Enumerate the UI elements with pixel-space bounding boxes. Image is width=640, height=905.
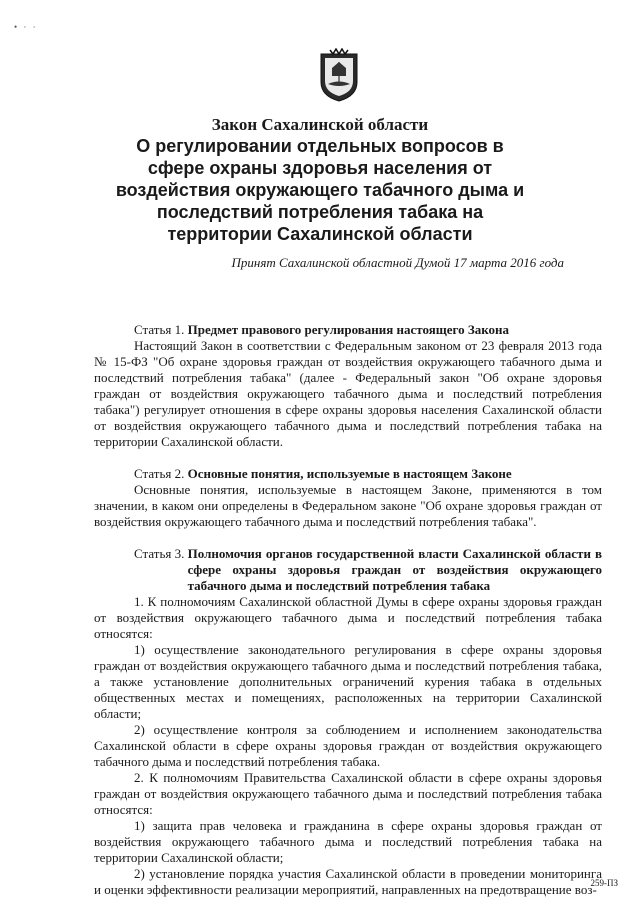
article-2-heading — [94, 466, 602, 482]
article-3-paragraph-2: 2. К полномочиям Правительства Сахалинской области в сфере охраны здоровья граждан от воздействия окружающего табачного дыма и последствий потребления табака относятся: — [94, 770, 602, 817]
law-title: О регулировании отдельных вопросов в сфере охраны здоровья населения от воздействия окружающего табачного дыма и последствий потребления табака на территории Сахалинской области — [115, 136, 525, 244]
article-3-title: Полномочия органов государственной власти Сахалинской области в сфере охраны здоровья граждан от воздействия окружающего табачного дыма и последствий потребления табака — [187, 546, 602, 593]
article-3-paragraph-1: 1. К полномочиям Сахалинской областной Думы в сфере охраны здоровья граждан от воздействия окружающего табачного дыма и последствий потребления табака относятся: — [94, 594, 602, 641]
article-1-heading — [94, 322, 602, 338]
adoption-date: Принят Сахалинской областной Думой 17 марта 2016 года — [231, 255, 564, 270]
article-2-text: Основные понятия, используемые в настоящем Законе, применяются в том значении, в каком они определены в Федеральном законе "Об охране здоровья граждан от воздействия окружающего табачного дыма и последствий потребления табака". — [94, 482, 602, 529]
article-3-item-1-1: 1) осуществление законодательного регулирования в сфере охраны здоровья граждан от воздействия окружающего табачного дыма и последствий потребления табака, а также установление дополнительных ограничений курения табака в отдельных общественных местах и помещениях, расположенных на территории Сахалинской области; — [94, 642, 602, 721]
article-1-number: Статья 1. — [134, 322, 188, 337]
law-name: Закон Сахалинской области — [211, 115, 429, 134]
article-2-title: Основные понятия, используемые в настоящем Законе — [187, 466, 512, 481]
sakhalin-coat-of-arms-icon — [318, 48, 360, 102]
article-3-item-1-2: 2) осуществление контроля за соблюдением и исполнением законодательства Сахалинской области в сфере охраны здоровья граждан от воздействия окружающего табачного дыма и последствий потребления табака. — [94, 722, 602, 769]
page-code: 259-ПЗ — [590, 878, 618, 888]
article-2-number: Статья 2. — [134, 466, 188, 481]
article-3-item-2-1: 1) защита прав человека и гражданина в сфере охраны здоровья граждан от воздействия окружающего табачного дыма и последствий потребления табака на территории Сахалинской области; — [94, 818, 602, 865]
corner-marks: • · · — [14, 22, 38, 32]
law-body — [94, 322, 602, 898]
article-3-number: Статья 3. — [134, 546, 188, 561]
article-3-heading — [94, 546, 602, 594]
article-3-item-2-2: 2) установление порядка участия Сахалинской области в проведении мониторинга и оценки эффективности реализации мероприятий, направленных на предотвращение воз- — [94, 866, 602, 897]
article-1-text: Настоящий Закон в соответствии с Федеральным законом от 23 февраля 2013 года № 15-ФЗ "Об охране здоровья граждан от воздействия окружающего табачного дыма и последствий потребления табака" (далее - Федеральный закон "Об охране здоровья граждан от воздействия окружающего табачного дыма и последствий потребления табака") регулирует отношения в сфере охраны здоровья населения Сахалинской области от воздействия окружающего табачного дыма и последствий потребления табака на территории Сахалинской области. — [94, 338, 602, 449]
article-1-title: Предмет правового регулирования настоящего Закона — [187, 322, 510, 337]
